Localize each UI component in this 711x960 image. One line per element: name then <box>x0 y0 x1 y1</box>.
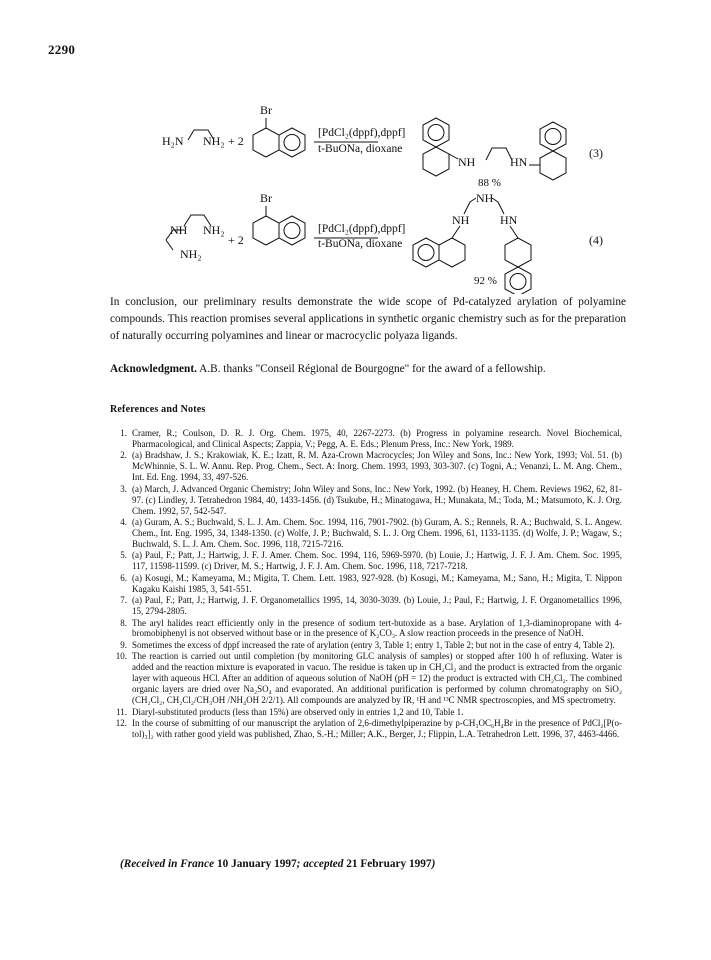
product4-naphthyl-left <box>413 238 465 267</box>
reference-number: 4. <box>120 517 127 528</box>
s4-reactant-nh2-top: NH₂ <box>203 223 225 237</box>
s3-reagent-2: t-BuONa, dioxane <box>318 143 403 155</box>
s3-eq-number: (3) <box>589 146 603 160</box>
reference-number: 3. <box>120 483 127 494</box>
s4-reagent-1: [PdCl₂(dppf),dppf] <box>318 223 406 235</box>
reference-item <box>110 718 622 740</box>
reference-item <box>110 484 622 517</box>
reference-number: 12. <box>115 718 127 729</box>
s4-reagent-2: t-BuONa, dioxane <box>318 238 403 250</box>
reference-number: 1. <box>120 428 127 438</box>
reference-number: 2. <box>120 450 127 461</box>
reference-item <box>110 707 622 718</box>
reference-number: 8. <box>120 617 127 628</box>
s4-yield: 92 % <box>474 275 497 287</box>
reference-number: 10. <box>115 651 127 662</box>
reference-item <box>110 640 622 651</box>
product3-naphthyl-left <box>423 118 458 176</box>
reference-text: (a) Paul, F.; Patt, J.; Hartwig, J. F. J. Amer. Chem. Soc. 1994, 116, 5969-5970. (b) Louie, J.; Hartwig, J. F. J. Am. Chem. Soc. 1995, 117, 11598-11599. (c) Driver, M. S.; Hartwig, J. F. J. Am. Chem. Soc. 1996, 118, 7217-7218. <box>132 550 622 572</box>
reference-item <box>110 517 622 550</box>
page-number: 2290 <box>48 42 76 57</box>
reference-text: (a) Bradshaw, J. S.; Krakowiak, K. E.; Izatt, R. M. Aza-Crown Macrocycles; Jon Wiley and Sons, Inc.: New York, 1993; Vol. 51. (b) McWhinnie, S. L. W. Annu. Rep. Prog. Chem., Sect. A: Inorg. Chem. 1993, 1993, 303-307. (c) Togni, A.; Venanzi, L. M. Ang. Chem., Int. Ed. Eng. 1994, 33, 497-526. <box>132 450 622 483</box>
scheme-drawing <box>0 98 711 294</box>
s4-product-nh-top: NH <box>476 191 494 205</box>
reference-number: 6. <box>120 572 127 583</box>
reference-item <box>110 618 622 640</box>
reference-item <box>110 428 622 450</box>
s3-plus: + 2 <box>228 134 244 148</box>
reference-number: 11. <box>116 706 127 717</box>
references-heading: References and Notes <box>110 404 206 415</box>
s4-product-nh-left: NH <box>452 213 470 227</box>
s3-reactant-right: NH₂ <box>203 134 225 148</box>
reference-item <box>110 595 622 617</box>
received-middle: ; accepted <box>296 858 347 870</box>
s3-product-hn: HN <box>510 155 528 169</box>
bromonaphthalene-4 <box>253 206 305 245</box>
reference-text: The aryl halides react efficiently only in the presence of sodium tert-butoxide as a base. Arylation of 1,3-diaminopropane with 4-bromobiphenyl is not observed without base or in the presence of K₂CO₃. A slow reaction proceeds in the presence of NaOH. <box>132 617 622 639</box>
s4-reactant-nh: NH <box>170 223 188 237</box>
reference-item <box>110 450 622 483</box>
acknowledgment-text: A.B. thanks "Conseil Régional de Bourgogne" for the award of a fellowship. <box>196 363 546 375</box>
s3-yield: 88 % <box>478 177 501 189</box>
accepted-date: 21 February 1997 <box>346 858 432 870</box>
reference-number: 5. <box>120 550 127 561</box>
s3-reactant-left: H₂N <box>162 134 184 148</box>
references-list <box>110 428 622 741</box>
received-prefix: (Received in France <box>120 858 217 870</box>
reference-text: The reaction is carried out until completion (by monitoring GLC analysis of samples) or stopped after 100 h of refluxing. Water is added and the reaction mixture is evaporated in vacuo. The residue is taken up in CH₂Cl₂ and the product is extracted from the organic layer with aqueous HCl. After an addition of aqueous solution of NaOH (pH = 12) the product is extracted with CH₂Cl₂. The combined organic layers are dried over Na₂SO₄ and evaporated. An additional purification is performed by column chromatography on SiO₂ (CH₂Cl₂, CH₂Cl₂/CH₃OH /NH₄OH 2/2/1). All compounds are analyzed by IR, ¹H and ¹³C NMR spectroscopies, and MS spectrometry. <box>132 651 622 706</box>
reference-text: Cramer, R.; Coulson, D. R. J. Org. Chem. 1975, 40, 2267-2273. (b) Progress in polyamine research. Novel Biochemical, Pharmacological, and Clinical Aspects; Zappia, V.; Pegg, A. E. Eds.; Plenum Press, Inc.: New York, 1989. <box>132 428 622 449</box>
reaction-schemes <box>0 98 711 294</box>
reference-text: (a) Kosugi, M.; Kameyama, M.; Migita, T. Chem. Lett. 1983, 927-928. (b) Kosugi, M.; Kameyama, M.; Sano, H.; Migita, T. Nippon Kagaku Kaishi 1985, 3, 541-551. <box>132 572 622 594</box>
reference-item <box>110 573 622 595</box>
reference-text: In the course of submitting of our manuscript the arylation of 2,6-dimethylpiperazine by p-CH₃OC₆H₄Br in the presence of PdCl₂[P(o-tol)₃]₂ with rather good yield was published, Zhao, S.-H.; Miller; A.K., Berger, J.; Flippin, L.A. Tetrahedron Lett. 1996, 37, 4463-4466. <box>132 718 622 739</box>
product3-naphthyl-right <box>529 122 566 180</box>
s4-eq-number: (4) <box>589 233 603 247</box>
s3-reagent-1: [PdCl₂(dppf),dppf] <box>318 127 406 139</box>
acknowledgment-heading: Acknowledgment. <box>110 363 197 375</box>
reference-item <box>110 550 622 572</box>
received-date: 10 January 1997 <box>216 858 297 870</box>
reference-number: 7. <box>120 595 127 606</box>
reference-text: (a) Guram, A. S.; Buchwald, S. L. J. Am. Chem. Soc. 1994, 116, 7901-7902. (b) Guram, A. S.; Rennels, R. A.; Buchwald, S. L. Angew. Chem., Int. Eng. 1995, 34, 1348-1350. (c) Wolfe, J. P.; Buchwald, S. L. J. Org Chem. 1996, 61, 1133-1135. (d) Wolfe, J. P.; Wagaw, S.; Buchwald, S. L. J. Am. Chem. Soc. 1996, 118, 7215-7216. <box>132 517 622 549</box>
conclusion-paragraph: In conclusion, our preliminary results demonstrate the wide scope of Pd-catalyzed arylation of polyamine compounds. This reaction promises several applications in synthetic organic chemistry such as for the preparation of naturally occurring polyamines and linear or macrocyclic polyaza ligands. <box>110 296 626 342</box>
bromonaphthalene-3 <box>253 118 305 157</box>
reference-text: (a) March, J. Advanced Organic Chemistry; John Wiley and Sons, Inc.: New York, 1992. (b) Heaney, H. Chem. Reviews 1962, 62, 81-97. (c) Lindley, J. Tetrahedron 1984, 40, 1433-1456. (d) Tsukube, H.; Minatogawa, H.; Munakata, M.; Toda, M.; Matsumoto, K. J. Org. Chem. 1992, 57, 542-547. <box>132 483 622 516</box>
reference-text: (a) Paul, F.; Patt, J.; Hartwig, J. F. Organometallics 1995, 14, 3030-3039. (b) Louie, J.; Paul, F.; Hartwig, J. F. Organometallics 1996, 15, 2794-2805. <box>132 595 622 617</box>
s3-br-label: Br <box>260 103 272 117</box>
product4-naphthyl-right <box>505 238 531 294</box>
reference-item <box>110 651 622 706</box>
s4-product-hn-right: HN <box>500 213 518 227</box>
acknowledgment <box>110 361 626 377</box>
reference-text: Diaryl-substituted products (less than 15%) are observed only in entries 1,2 and 10, Table 1. <box>132 706 464 717</box>
reference-text: Sometimes the excess of dppf increased the rate of arylation (entry 3, Table 1; entry 1, Table 2; but not in the case of entry 4, Table 2). <box>132 639 615 650</box>
s4-reactant-nh2-bottom: NH₂ <box>180 247 202 261</box>
s3-product-nh: NH <box>458 155 476 169</box>
received-note <box>120 858 435 870</box>
received-suffix: ) <box>431 858 436 870</box>
reference-number: 9. <box>120 639 127 650</box>
s4-plus: + 2 <box>228 233 244 247</box>
s4-br-label: Br <box>260 191 272 205</box>
